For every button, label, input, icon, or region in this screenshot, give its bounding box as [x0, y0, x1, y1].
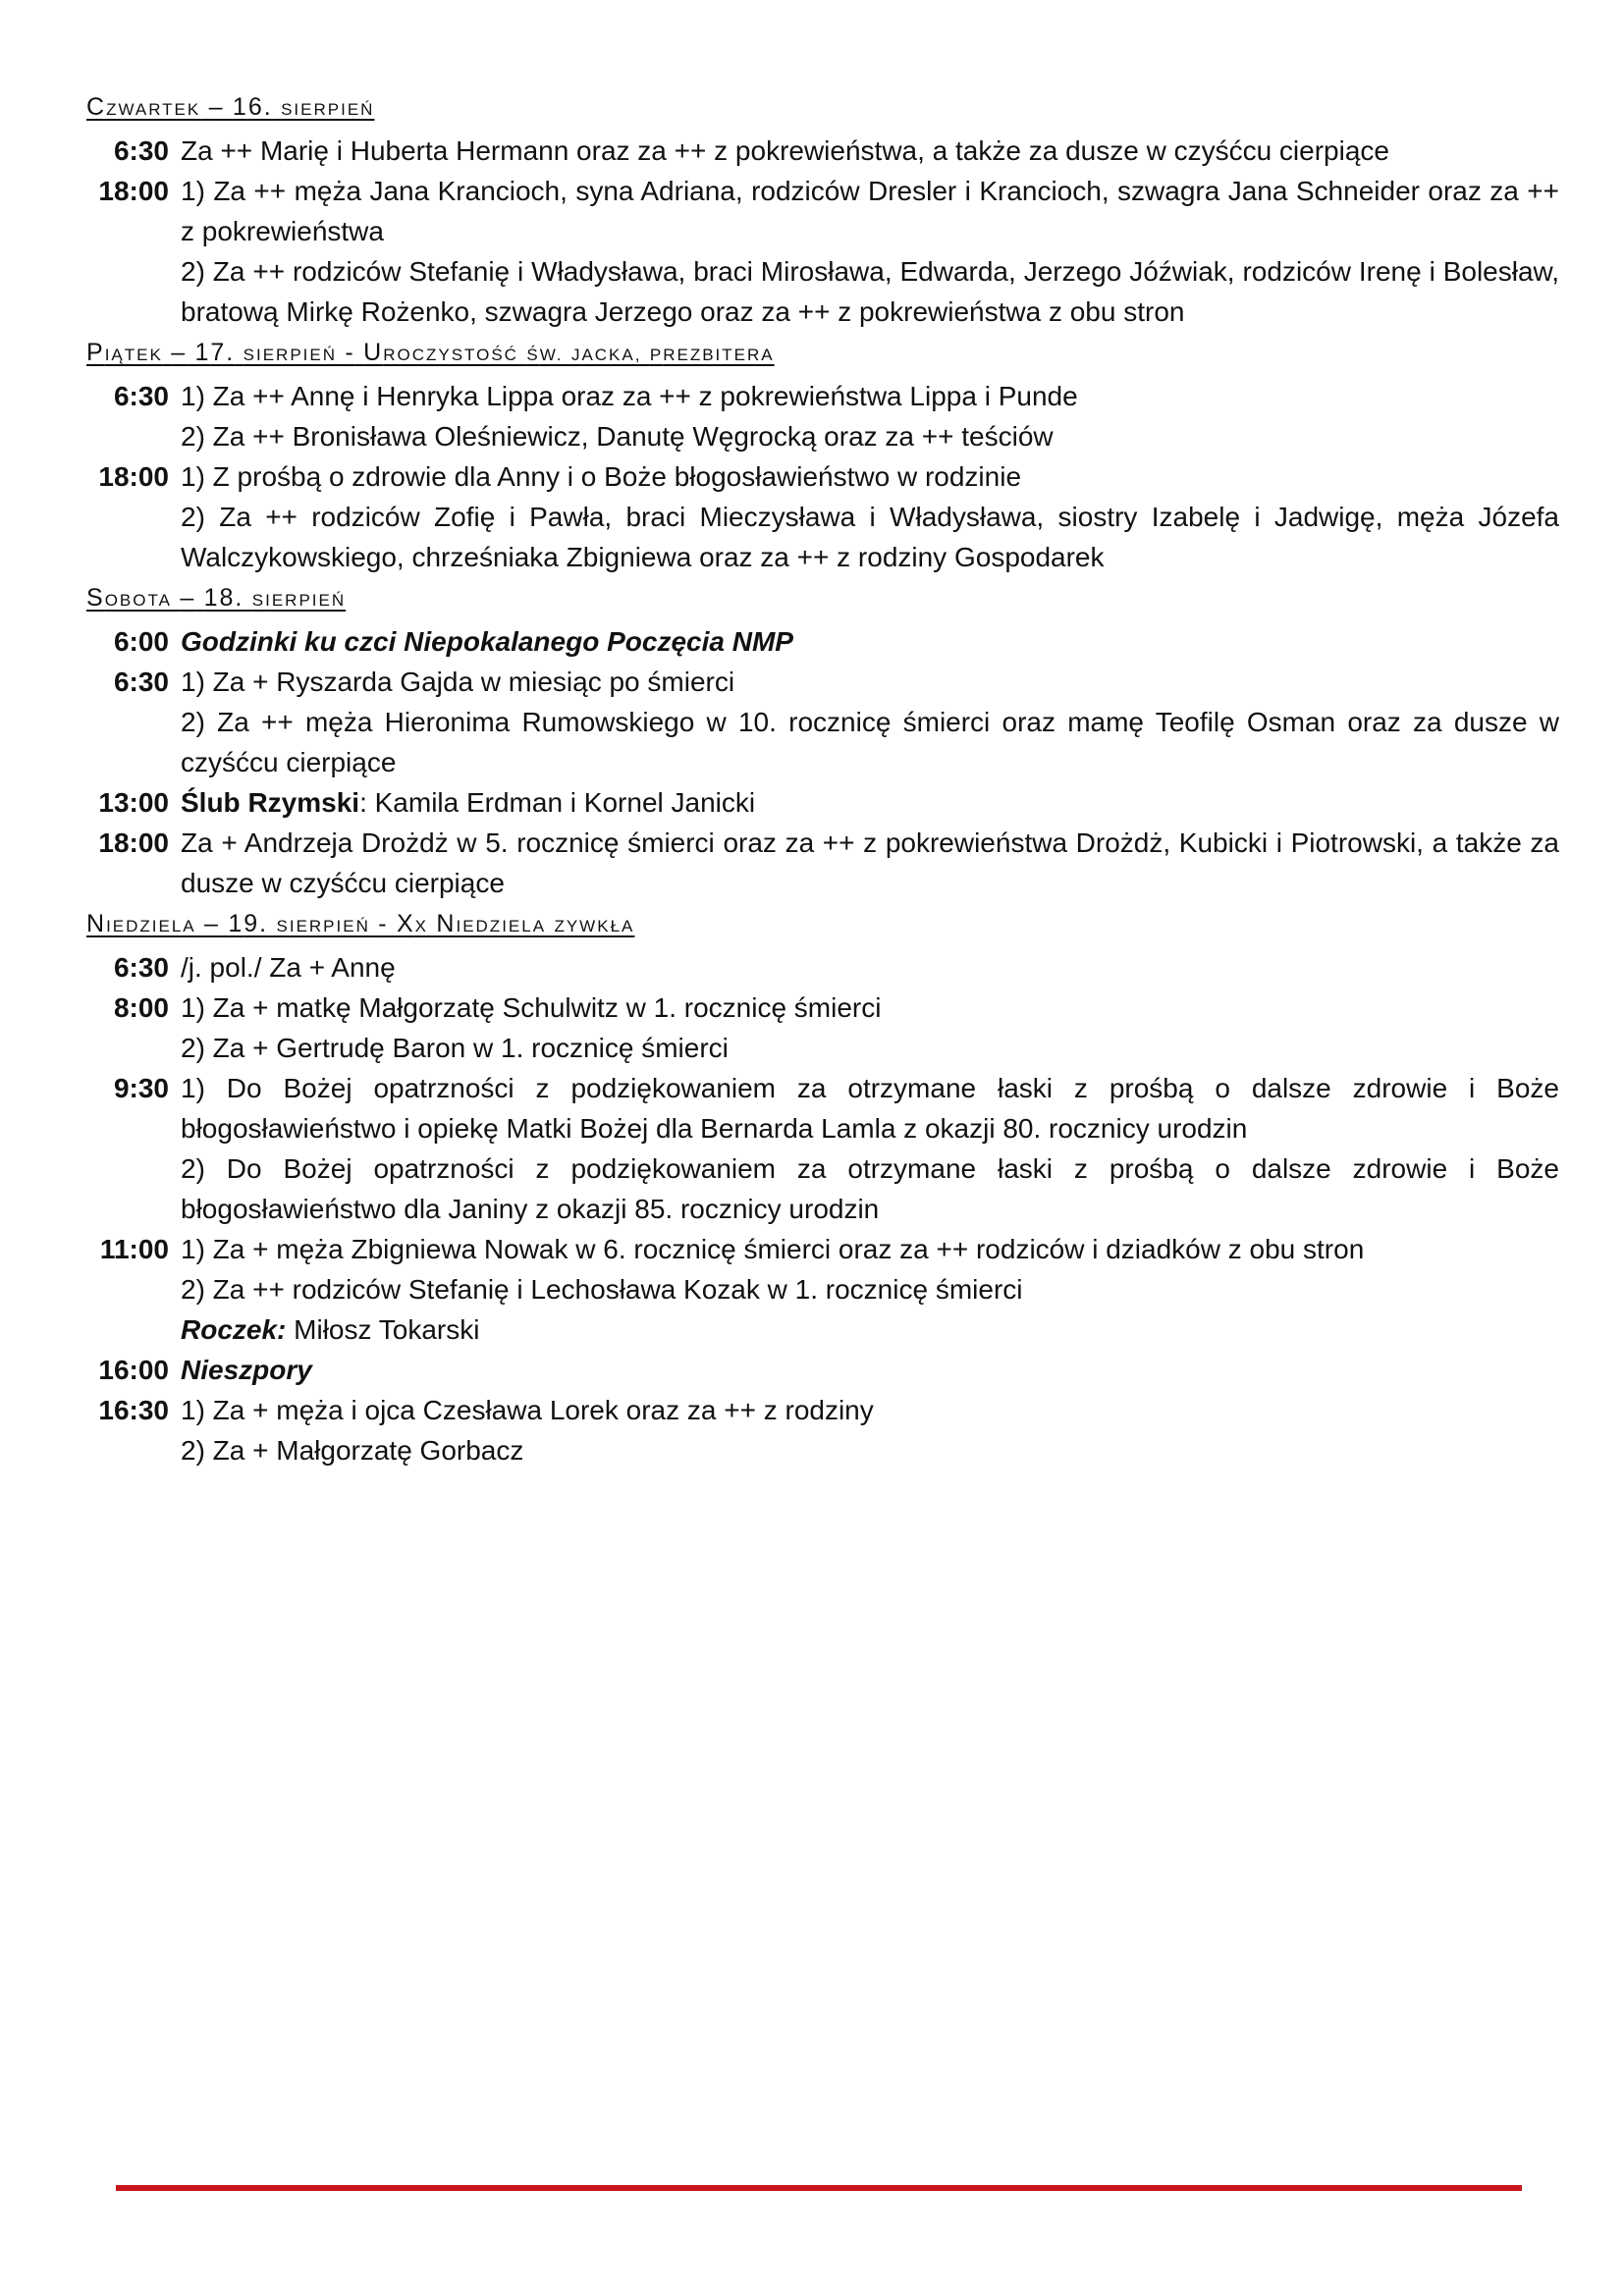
intention-row [86, 171, 1559, 332]
intention-items [181, 1350, 1559, 1390]
day-section [86, 92, 1559, 332]
intention-body: 1) Z prośbą o zdrowie dla Anny i o Boże błogosławieństwo w rodzinie [181, 461, 1022, 492]
intention-text [181, 1430, 1559, 1470]
mass-time: 18:00 [98, 461, 169, 492]
intention-items [181, 131, 1559, 171]
intention-text [181, 1028, 1559, 1068]
intention-body: : Kamila Erdman i Kornel Janicki [359, 787, 756, 818]
day-section [86, 338, 1559, 577]
mass-time: 6:30 [113, 952, 169, 983]
mass-intentions-list [86, 86, 1559, 1470]
intention-text [181, 662, 1559, 702]
intention-text [181, 702, 1559, 782]
intention-body: 2) Za + Małgorzatę Gorbacz [181, 1435, 524, 1466]
intention-body: 1) Za + matkę Małgorzatę Schulwitz w 1. rocznicę śmierci [181, 992, 882, 1023]
intention-row [86, 947, 1559, 988]
intention-text [181, 131, 1559, 171]
mass-time: 16:00 [98, 1355, 169, 1385]
intention-body: Miłosz Tokarski [286, 1314, 480, 1345]
mass-time: 6:30 [113, 135, 169, 166]
intention-text [181, 782, 1559, 823]
intention-items [181, 171, 1559, 332]
intention-items [181, 1068, 1559, 1229]
mass-time: 16:30 [98, 1395, 169, 1425]
mass-time: 8:00 [113, 992, 169, 1023]
intention-row [86, 621, 1559, 662]
intention-row [86, 1229, 1559, 1350]
intention-items [181, 1229, 1559, 1350]
intention-body: 1) Za + męża Zbigniewa Nowak w 6. rocznicę śmierci oraz za ++ rodziców i dziadków z obu stron [181, 1234, 1365, 1264]
mass-time: 18:00 [98, 828, 169, 858]
mass-time: 6:00 [113, 626, 169, 657]
intention-text [181, 1350, 1559, 1390]
intention-text [181, 1068, 1559, 1148]
intention-body: Za + Andrzeja Drożdż w 5. rocznicę śmierci oraz za ++ z pokrewieństwa Drożdż, Kubicki i Piotrowski, a także za dusze w czyśćcu cierpiące [181, 828, 1559, 898]
footer-divider [116, 2185, 1522, 2191]
intention-text [181, 1390, 1559, 1430]
intention-items [181, 1390, 1559, 1470]
intention-lead: Ślub Rzymski [181, 787, 360, 818]
mass-time: 6:30 [113, 381, 169, 411]
intention-body: /j. pol./ Za + Annę [181, 952, 396, 983]
intention-text [181, 823, 1559, 903]
intention-text [181, 1148, 1559, 1229]
intention-text [181, 988, 1559, 1028]
intention-items [181, 988, 1559, 1068]
intention-row [86, 1390, 1559, 1470]
intention-body: 1) Za ++ Annę i Henryka Lippa oraz za ++ z pokrewieństwa Lippa i Punde [181, 381, 1078, 411]
intention-body: 1) Do Bożej opatrzności z podziękowaniem za otrzymane łaski z prośbą o dalsze zdrowie i Boże błogosławieństwo i opiekę Matki Bożej dla Bernarda Lamla z okazji 80. rocznicy urodzin [181, 1073, 1559, 1144]
intention-body: 1) Za + męża i ojca Czesława Lorek oraz za ++ z rodziny [181, 1395, 874, 1425]
intention-body: 2) Za ++ rodziców Stefanię i Władysława, braci Mirosława, Edwarda, Jerzego Jóźwiak, rodziców Irenę i Bolesław, bratową Mirkę Rożenko, szwagra Jerzego oraz za ++ z pokrewieństwa z obu stron [181, 256, 1559, 327]
intention-text [181, 251, 1559, 332]
day-header: CZWARTEK – 16. SIERPIEŃ [86, 93, 375, 121]
intention-body: Godzinki ku czci Niepokalanego Poczęcia NMP [181, 626, 793, 657]
intention-text [181, 1229, 1559, 1269]
day-header: PIĄTEK – 17. SIERPIEŃ - UROCZYSTOŚĆ ŚW. JACKA, PREZBITERA [86, 339, 775, 366]
intention-text [181, 1269, 1559, 1309]
intention-body: 2) Za ++ rodziców Stefanię i Lechosława Kozak w 1. rocznicę śmierci [181, 1274, 1023, 1305]
mass-time: 18:00 [98, 176, 169, 206]
intention-items [181, 782, 1559, 823]
intention-row [86, 782, 1559, 823]
intention-row [86, 1068, 1559, 1229]
intention-row [86, 823, 1559, 903]
intention-body: 1) Za ++ męża Jana Krancioch, syna Adriana, rodziców Dresler i Krancioch, szwagra Jana Schneider oraz za ++ z pokrewieństwa [181, 176, 1559, 246]
intention-row [86, 988, 1559, 1068]
intention-body: Nieszpory [181, 1355, 312, 1385]
intention-text [181, 456, 1559, 497]
intention-items [181, 621, 1559, 662]
intention-text [181, 171, 1559, 251]
intention-body: 2) Za + Gertrudę Baron w 1. rocznicę śmierci [181, 1033, 729, 1063]
mass-time: 9:30 [113, 1073, 169, 1103]
intention-lead: Roczek: [181, 1314, 287, 1345]
intention-row [86, 1350, 1559, 1390]
day-section [86, 583, 1559, 903]
intention-body: 2) Za ++ Bronisława Oleśniewicz, Danutę Węgrocką oraz za ++ teściów [181, 421, 1054, 452]
intention-body: 2) Za ++ rodziców Zofię i Pawła, braci Mieczysława i Władysława, siostry Izabelę i Jadwigę, męża Józefa Walczykowskiego, chrześniaka Zbigniewa oraz za ++ z rodziny Gospodarek [181, 502, 1559, 572]
intention-text [181, 497, 1559, 577]
day-header: SOBOTA – 18. SIERPIEŃ [86, 584, 347, 612]
intention-body: 2) Za ++ męża Hieronima Rumowskiego w 10. rocznicę śmierci oraz mamę Teofilę Osman oraz za dusze w czyśćcu cierpiące [181, 707, 1559, 777]
day-header: NIEDZIELA – 19. SIERPIEŃ - XX NIEDZIELA ZYWKŁA [86, 910, 635, 937]
intention-body: 2) Do Bożej opatrzności z podziękowaniem za otrzymane łaski z prośbą o dalsze zdrowie i Boże błogosławieństwo dla Janiny z okazji 85. rocznicy urodzin [181, 1153, 1559, 1224]
intention-row [86, 131, 1559, 171]
intention-items [181, 662, 1559, 782]
intention-row [86, 456, 1559, 577]
intention-body: 1) Za + Ryszarda Gajda w miesiąc po śmierci [181, 667, 735, 697]
mass-time: 6:30 [113, 667, 169, 697]
mass-time: 13:00 [98, 787, 169, 818]
mass-time: 11:00 [99, 1234, 169, 1264]
intention-text [181, 376, 1559, 416]
intention-row [86, 662, 1559, 782]
intention-text [181, 621, 1559, 662]
intention-row [86, 376, 1559, 456]
intention-body: Za ++ Marię i Huberta Hermann oraz za ++ z pokrewieństwa, a także za dusze w czyśćcu cierpiące [181, 135, 1389, 166]
day-section [86, 909, 1559, 1470]
intention-items [181, 947, 1559, 988]
intention-items [181, 456, 1559, 577]
intention-text [181, 1309, 1559, 1350]
intention-items [181, 376, 1559, 456]
intention-text [181, 947, 1559, 988]
intention-items [181, 823, 1559, 903]
intention-text [181, 416, 1559, 456]
